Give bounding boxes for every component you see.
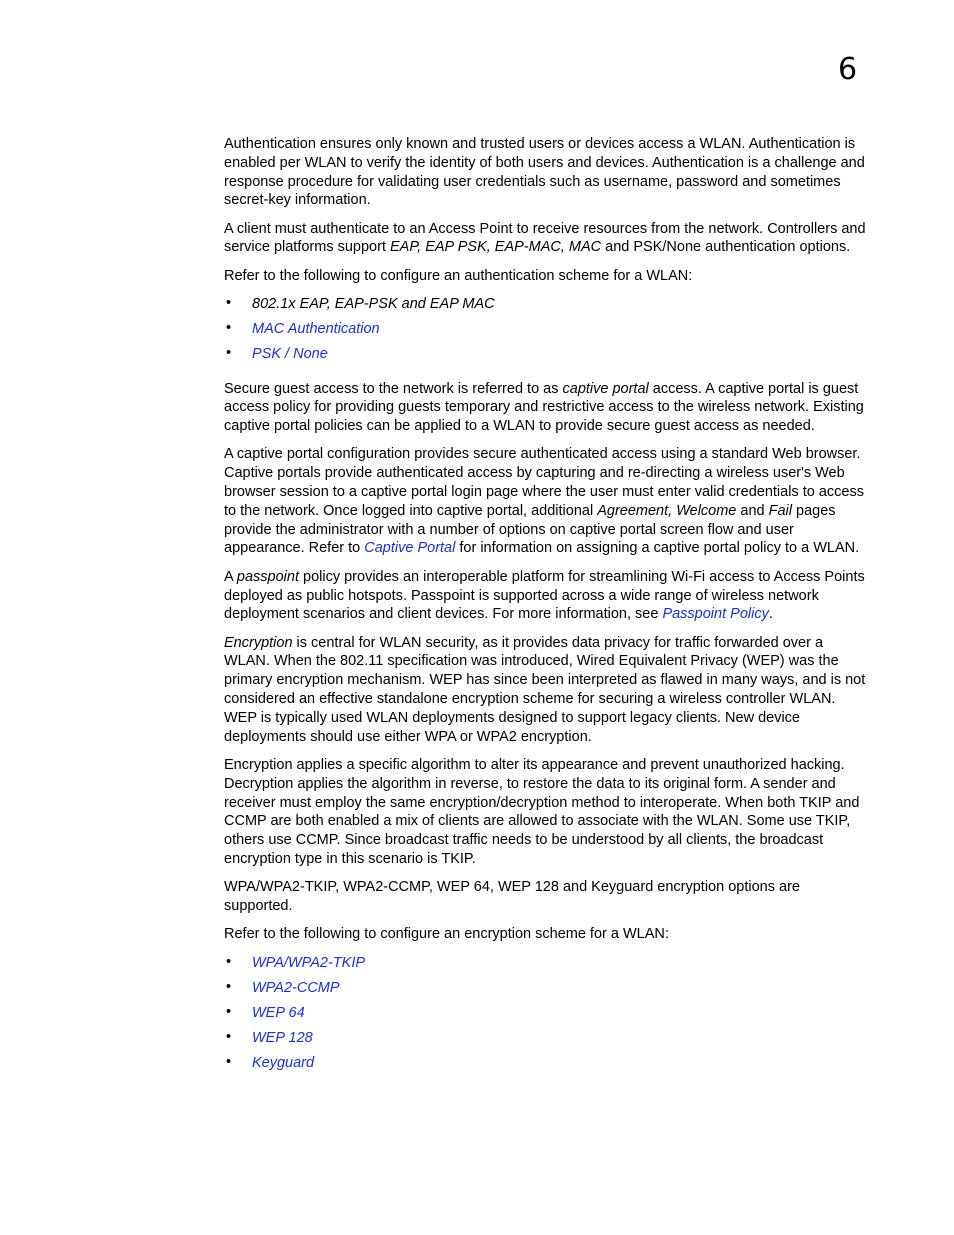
bullet-icon: • bbox=[226, 1053, 232, 1070]
bullet-icon: • bbox=[226, 345, 232, 362]
list-item bbox=[224, 954, 872, 979]
list-item bbox=[224, 295, 872, 320]
bullet-icon: • bbox=[226, 295, 232, 312]
passpoint-paragraph: A passpoint policy provides an interoperable platform for streamlining Wi-Fi access to Access Points deployed as public hotspots. Passpoint is supported across a wide range of wireless network deployment scenarios and client devices. For more information, see Passpoint Policy. bbox=[224, 568, 865, 623]
auth-item-eap: 802.1x EAP, EAP-PSK and EAP MAC bbox=[252, 296, 495, 313]
bullet-icon: • bbox=[226, 1003, 232, 1020]
bullet-icon: • bbox=[226, 1028, 232, 1045]
passpoint-policy-link[interactable]: Passpoint Policy bbox=[662, 606, 769, 623]
client-authentication-paragraph: A client must authenticate to an Access Point to receive resources from the network. Controllers and service platforms support EAP, EAP PSK, EAP-MAC, MAC and PSK/None authentication options. bbox=[224, 220, 866, 256]
bullet-icon: • bbox=[226, 320, 232, 337]
list-item bbox=[224, 979, 872, 1004]
encryption-options-paragraph: WPA/WPA2-TKIP, WPA2-CCMP, WEP 64, WEP 128 and Keyguard encryption options are supported. bbox=[224, 879, 800, 914]
page-body bbox=[224, 135, 872, 1088]
encryption-paragraph: Encryption is central for WLAN security, as it provides data privacy for traffic forwarded over a WLAN. When the 802.11 specification was introduced, Wired Equivalent Privacy (WEP) was the primary encryption mechanism. WEP has since been interpreted as flawed in many ways, and is not considered an effective standalone encryption scheme for securing a wireless controller WLAN. WEP is typically used WLAN deployments designed to support legacy clients. New device deployments should use either WPA or WPA2 encryption. bbox=[224, 634, 866, 745]
auth-scheme-list bbox=[224, 295, 872, 370]
list-item bbox=[224, 1004, 872, 1029]
list-item bbox=[224, 1029, 872, 1054]
encryption-scheme-list bbox=[224, 954, 872, 1079]
list-item bbox=[224, 320, 872, 345]
chapter-number: 6 bbox=[838, 52, 858, 87]
authentication-intro-paragraph: Authentication ensures only known and trusted users or devices access a WLAN. Authentication is enabled per WLAN to verify the identity of both users and devices. Authentication is a challenge and response procedure for validating user credentials such as username, password and sometimes secret-key information. bbox=[224, 136, 865, 209]
wpa-wpa2-tkip-link[interactable]: WPA/WPA2-TKIP bbox=[252, 954, 366, 971]
list-item bbox=[224, 1054, 872, 1079]
wpa2-ccmp-link[interactable]: WPA2-CCMP bbox=[252, 979, 340, 996]
auth-scheme-intro: Refer to the following to configure an authentication scheme for a WLAN: bbox=[224, 267, 693, 284]
wep-64-link[interactable]: WEP 64 bbox=[252, 1004, 305, 1021]
mac-authentication-link[interactable]: MAC Authentication bbox=[252, 321, 380, 338]
wep-128-link[interactable]: WEP 128 bbox=[252, 1029, 313, 1046]
keyguard-link[interactable]: Keyguard bbox=[252, 1054, 315, 1071]
psk-none-link[interactable]: PSK / None bbox=[252, 346, 328, 363]
bullet-icon: • bbox=[226, 978, 232, 995]
captive-portal-link[interactable]: Captive Portal bbox=[364, 540, 456, 557]
bullet-icon: • bbox=[226, 953, 232, 970]
encryption-algorithm-paragraph: Encryption applies a specific algorithm to alter its appearance and prevent unauthorized hacking. Decryption applies the algorithm in reverse, to restore the data to its original form. A sender and receiver must employ the same encryption/decryption method to interoperate. When both TKIP and CCMP are both enabled a mix of clients are allowed to associate with the WLAN. Some use TKIP, others use CCMP. Since broadcast traffic needs to be understood by all clients, the broadcast encryption type in this scenario is TKIP. bbox=[224, 756, 860, 867]
encryption-scheme-intro: Refer to the following to configure an encryption scheme for a WLAN: bbox=[224, 926, 669, 943]
list-item bbox=[224, 345, 872, 370]
captive-portal-paragraph: Secure guest access to the network is referred to as captive portal access. A captive portal is guest access policy for providing guests temporary and restrictive access to the wireless network. Existing captive portal policies can be applied to a WLAN to provide secure guest access as needed. bbox=[224, 380, 864, 435]
captive-portal-config-paragraph: A captive portal configuration provides secure authenticated access using a standard Web browser. Captive portals provide authenticated access by capturing and re-directing a wireless user's Web browser session to a captive portal login page where the user must enter valid credentials to access to the network. Once logged into captive portal, additional Agreement, Welcome and Fail pages provide the administrator with a number of options on captive portal screen flow and user appearance. Refer to Captive Portal for information on assigning a captive portal policy to a WLAN. bbox=[224, 446, 864, 557]
